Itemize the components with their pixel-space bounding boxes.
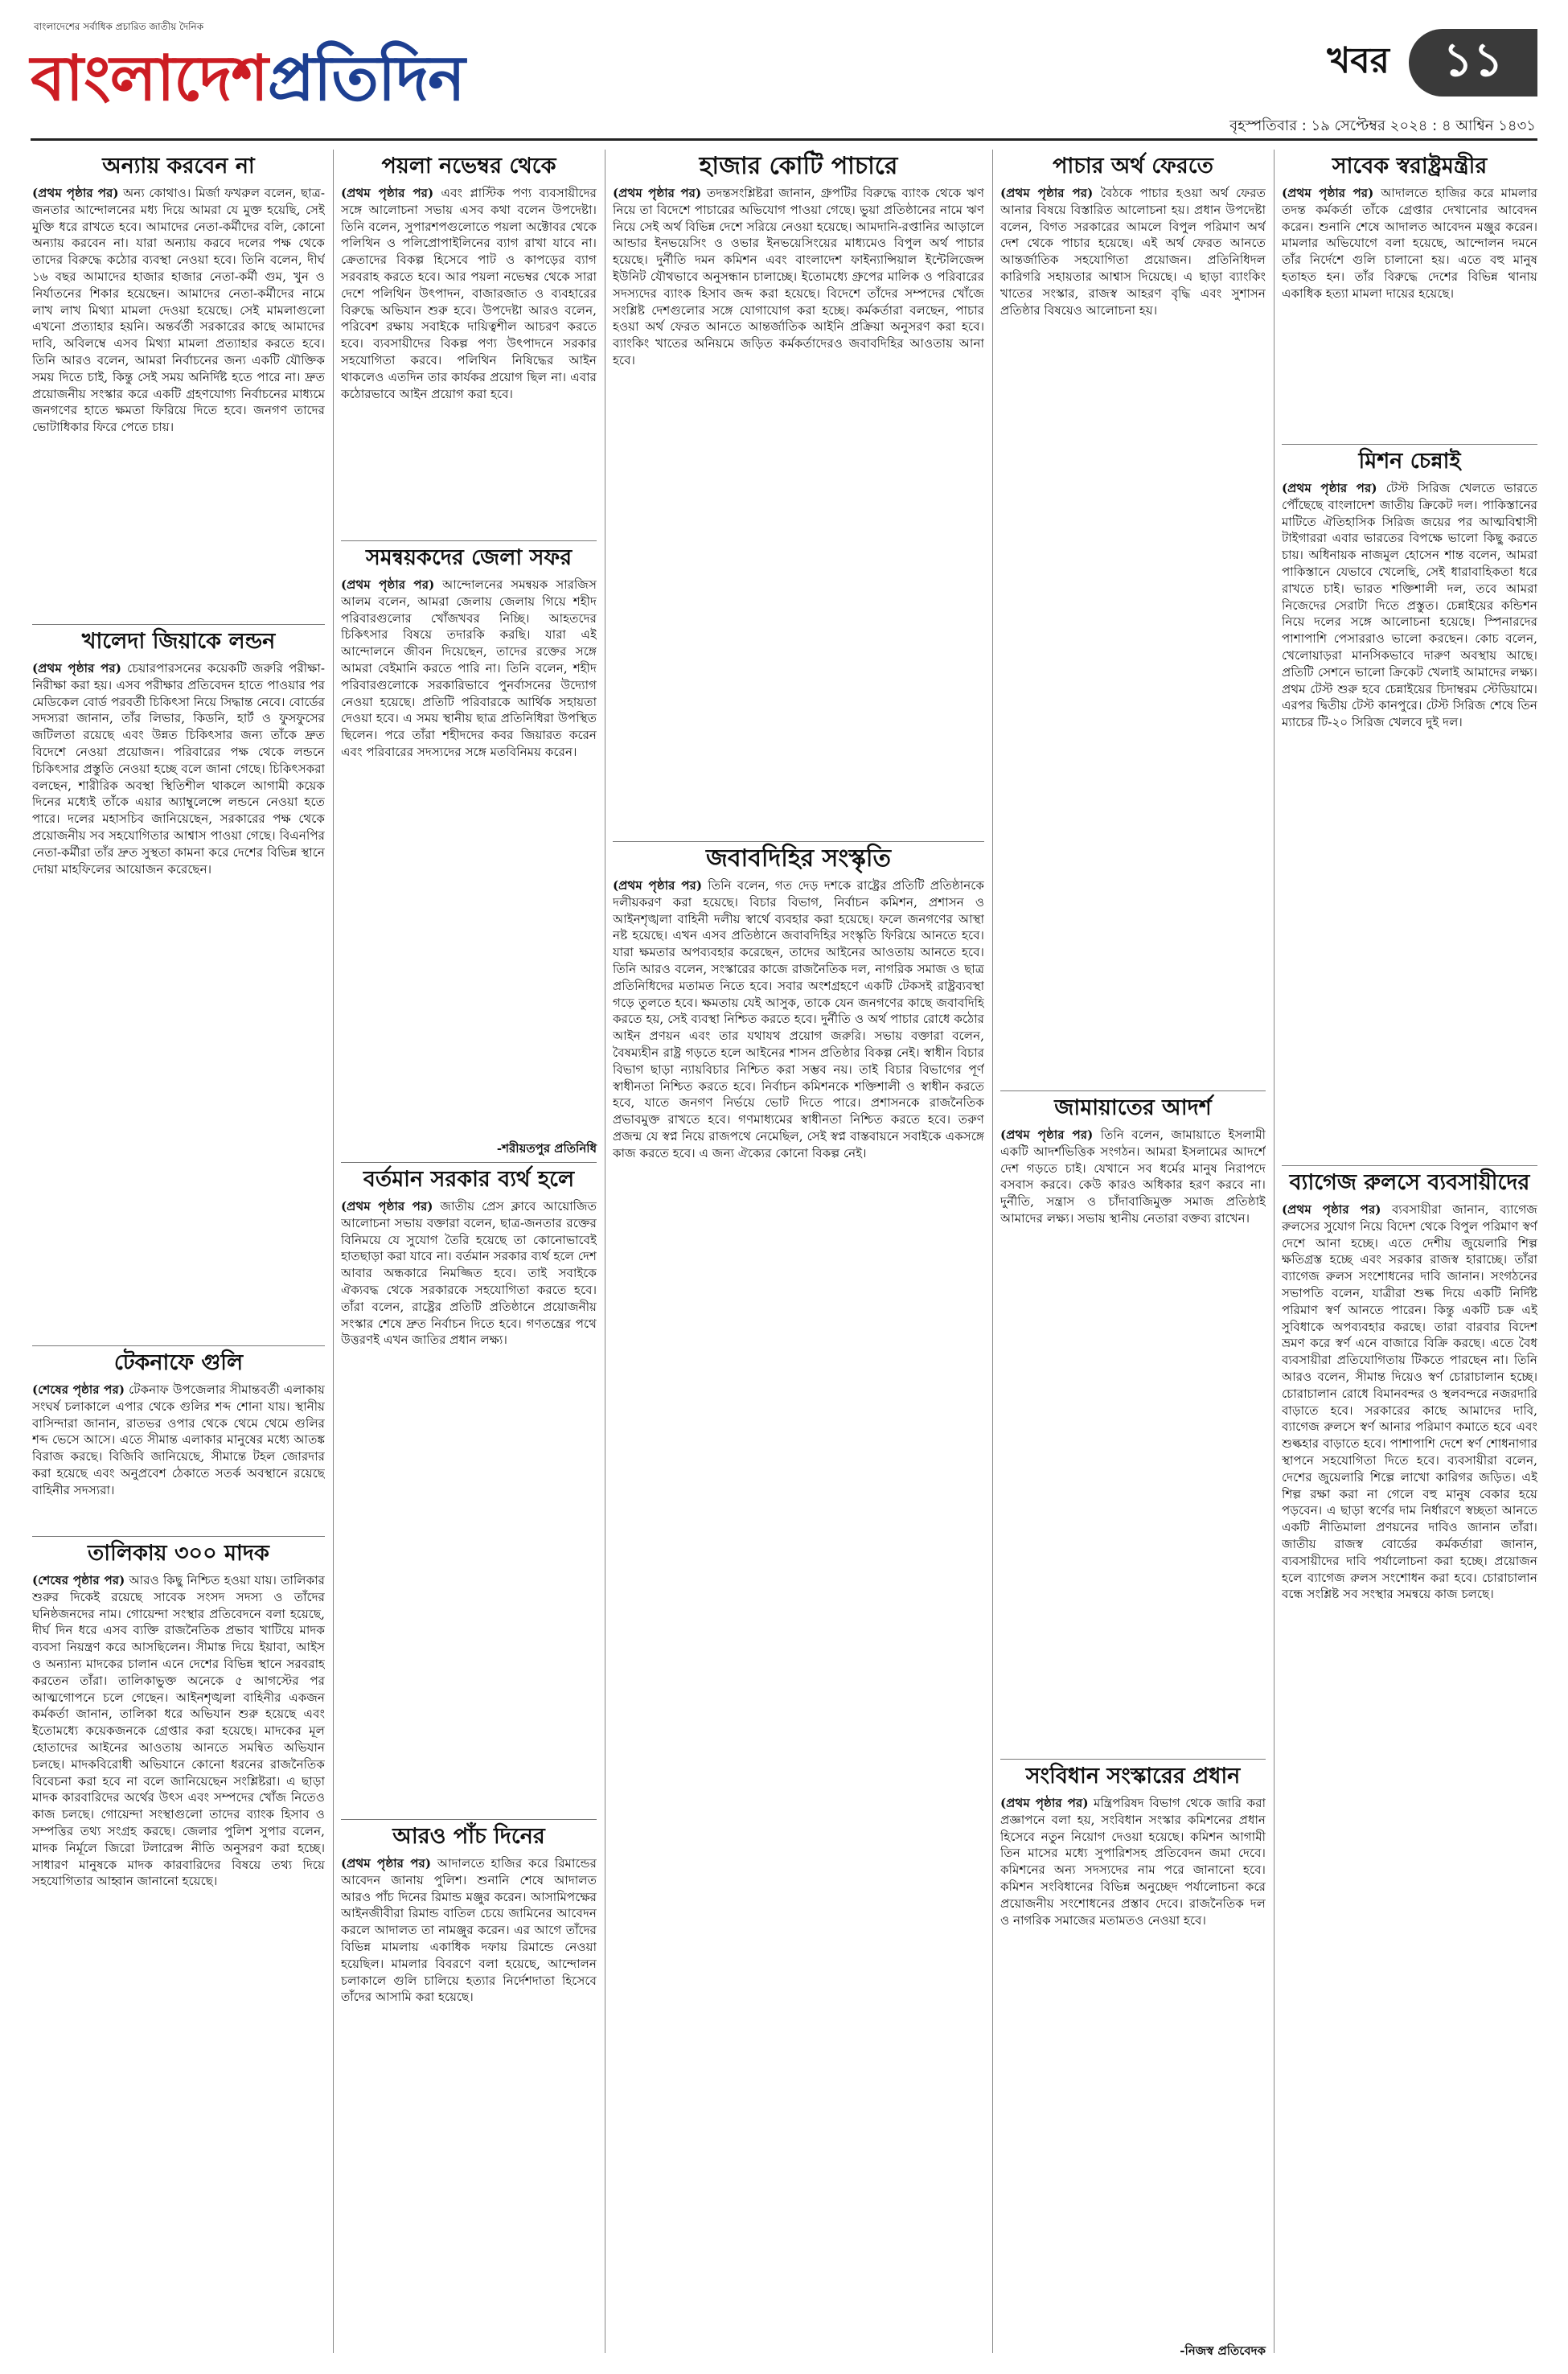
newspaper-logo [31,21,481,125]
story-body: (প্রথম পৃষ্ঠার পর) এবং প্লাস্টিক পণ্য ব্যবসায়ীদের সঙ্গে আলোচনা সভায় এসব কথা বলেন উপদেষ্টা। তিনি বলেন, সুপারশপগুলোতে পয়লা অক্টোবর থেকে পলিথিন ও পলিপ্রোপাইলিনের ব্যাগ রাখা যাবে না। ক্রেতাদের বিকল্প হিসেবে পাট ও কাপড়ের ব্যাগ সরবরাহ করতে হবে। আর পয়লা নভেম্বর থেকে সারা দেশে পলিথিন উৎপাদন, বাজারজাত ও ব্যবহারের বিরুদ্ধে অভিযান শুরু হবে। উপদেষ্টা আরও বলেন, পরিবেশ রক্ষায় সবাইকে দায়িত্বশীল আচরণ করতে হবে। ব্যবসায়ীদের বিকল্প পণ্য উৎপাদনে সরকার সহযোগিতা করবে। পলিথিন নিষিদ্ধের আইন থাকলেও এতদিন তার কার্যকর প্রয়োগ ছিল না। এবার কঠোরভাবে আইন প্রয়োগ করা হবে। [341,186,597,401]
story-title: মিশন চেন্নাই [1358,449,1461,474]
logo-part-2: প্রতিদিন [267,43,465,115]
column-4 [1000,150,1266,2360]
story-body: (প্রথম পৃষ্ঠার পর) তিনি বলেন, জামায়াতে ইসলামী একটি আদর্শভিত্তিক সংগঠন। আমরা ইসলামের আদর্শে দেশ গড়তে চাই। যেখানে সব ধর্মের মানুষ নিরাপদে বসবাস করবে। কেউ কারও অধিকার হরণ করবে না। দুর্নীতি, সন্ত্রাস ও চাঁদাবাজিমুক্ত সমাজ প্রতিষ্ঠাই আমাদের লক্ষ্য। সভায় স্থানীয় নেতারা বক্তব্য রাখেন। [1000,1127,1266,1226]
story-body: (প্রথম পৃষ্ঠার পর) তদন্তসংশ্লিষ্টরা জানান, গ্রুপটির বিরুদ্ধে ব্যাংক থেকে ঋণ নিয়ে তা বিদেশে পাচারের অভিযোগ পাওয়া গেছে। ভুয়া প্রতিষ্ঠানের নামে ঋণ নিয়ে সেই অর্থ বিভিন্ন দেশে সরিয়ে নেওয়া হয়েছে। আমদানি-রপ্তানির আড়ালে আন্ডার ইনভয়েসিং ও ওভার ইনভয়েসিংয়ের মাধ্যমেও বিপুল অর্থ পাচার হয়েছে। দুর্নীতি দমন কমিশন এবং বাংলাদেশ ফাইন্যান্সিয়াল ইন্টেলিজেন্স ইউনিট যৌথভাবে অনুসন্ধান চালাচ্ছে। ইতোমধ্যে গ্রুপের মালিক ও পরিবারের সদস্যদের ব্যাংক হিসাব জব্দ করা হয়েছে। বিদেশে তাঁদের সম্পদের খোঁজে সংশ্লিষ্ট দেশগুলোর সঙ্গে যোগাযোগ করা হচ্ছে। কর্মকর্তারা বলছেন, পাচার হওয়া অর্থ ফেরত আনতে আন্তর্জাতিক আইনি প্রক্রিয়া অনুসরণ করা হবে। ব্যাংকিং খাতের অনিয়মে জড়িত কর্মকর্তাদেরও জবাবদিহির আওতায় আনা হবে। [613,186,984,368]
logo-part-1: বাংলাদেশ [31,43,268,115]
section-name: খবর [1327,39,1389,81]
story-body: (শেষের পৃষ্ঠার পর) আরও কিছু নিশ্চিত হওয়া যায়। তালিকার শুরুর দিকেই রয়েছে সাবেক সংসদ সদস্য ও তাঁদের ঘনিষ্ঠজনদের নাম। গোয়েন্দা সংস্থার প্রতিবেদনে বলা হয়েছে, দীর্ঘ দিন ধরে এসব ব্যক্তি রাজনৈতিক প্রভাব খাটিয়ে মাদক ব্যবসা নিয়ন্ত্রণ করে আসছিলেন। সীমান্ত দিয়ে ইয়াবা, আইস ও অন্যান্য মাদকের চালান এনে দেশের বিভিন্ন স্থানে সরবরাহ করতেন তাঁরা। তালিকাভুক্ত অনেকে ৫ আগস্টের পর আত্মগোপনে চলে গেছেন। আইনশৃঙ্খলা বাহিনীর একজন কর্মকর্তা জানান, তালিকা ধরে অভিযান শুরু হয়েছে এবং ইতোমধ্যে কয়েকজনকে গ্রেপ্তার করা হয়েছে। মাদকের মূল হোতাদের আইনের আওতায় আনতে সমন্বিত অভিযান চলছে। মাদকবিরোধী অভিযানে কোনো ধরনের রাজনৈতিক বিবেচনা করা হবে না বলে জানিয়েছেন সংশ্লিষ্টরা। এ ছাড়া মাদক কারবারিদের অর্থের উৎস এবং সম্পদের খোঁজ নিতেও কাজ চলছে। গোয়েন্দা সংস্থাগুলো তাদের ব্যাংক হিসাব ও সম্পত্তির তথ্য সংগ্রহ করছে। জেলার পুলিশ সুপার বলেন, মাদক নির্মূলে জিরো টলারেন্স নীতি অনুসরণ করা হচ্ছে। সাধারণ মানুষকে মাদক কারবারিদের বিষয়ে তথ্য দিয়ে সহযোগিতার আহ্বান জানানো হয়েছে। [32,1573,325,1889]
story-title: টেকনাফে গুলি [113,1350,244,1375]
story-title: হাজার কোটি পাচারে [699,152,898,180]
story-byline: -নিজস্ব প্রতিবেদক [1180,2343,1266,2358]
logo-wordmark [31,40,465,117]
story-body: (প্রথম পৃষ্ঠার পর) বৈঠকে পাচার হওয়া অর্থ ফেরত আনার বিষয়ে বিস্তারিত আলোচনা হয়। প্রধান উপদেষ্টা বলেন, বিগত সরকারের আমলে বিপুল পরিমাণ অর্থ দেশ থেকে পাচার হয়েছে। এই অর্থ ফেরত আনতে আন্তর্জাতিক সহযোগিতা প্রয়োজন। প্রতিনিধিদল কারিগরি সহায়তার আশ্বাস দিয়েছে। এ ছাড়া ব্যাংকিং খাতের সংস্কার, রাজস্ব আহরণ বৃদ্ধি এবং সুশাসন প্রতিষ্ঠার বিষয়েও আলোচনা হয়। [1000,186,1266,318]
story-body: (প্রথম পৃষ্ঠার পর) আদালতে হাজির করে রিমান্ডের আবেদন জানায় পুলিশ। শুনানি শেষে আদালত আরও পাঁচ দিনের রিমান্ড মঞ্জুর করেন। আসামিপক্ষের আইনজীবীরা রিমান্ড বাতিল চেয়ে জামিনের আবেদন করলে আদালত তা নামঞ্জুর করেন। এর আগে তাঁদের বিভিন্ন মামলায় একাধিক দফায় রিমান্ডে নেওয়া হয়েছিল। মামলার বিবরণে বলা হয়েছে, আন্দোলন চলাকালে গুলি চালিয়ে হত্যার নির্দেশদাতা হিসেবে তাঁদের আসামি করা হয়েছে। [341,1856,597,2005]
story-title: খালেদা জিয়াকে লন্ডন [81,629,276,654]
story-body: (প্রথম পৃষ্ঠার পর) চেয়ারপারসনের কয়েকটি জরুরি পরীক্ষা-নিরীক্ষা করা হয়। এসব পরীক্ষার প্রতিবেদন হাতে পাওয়ার পর মেডিকেল বোর্ড পরবর্তী চিকিৎসা নিয়ে সিদ্ধান্ত নেবে। বোর্ডের সদস্যরা জানান, তাঁর লিভার, কিডনি, হার্ট ও ফুসফুসের জটিলতা রয়েছে এবং উন্নত চিকিৎসার জন্য তাঁকে দ্রুত বিদেশে নেওয়া প্রয়োজন। পরিবারের পক্ষ থেকে লন্ডনে চিকিৎসার প্রস্তুতি নেওয়া হচ্ছে বলে জানা গেছে। চিকিৎসকরা বলছেন, শারীরিক অবস্থা স্থিতিশীল থাকলে আগামী কয়েক দিনের মধ্যেই তাঁকে এয়ার অ্যাম্বুলেন্সে লন্ডনে নেওয়া হতে পারে। দলের মহাসচিব জানিয়েছেন, সরকারের পক্ষ থেকে প্রয়োজনীয় সব সহযোগিতার আশ্বাস পাওয়া গেছে। বিএনপির নেতা-কর্মীরা তাঁর দ্রুত সুস্থতা কামনা করে দেশের বিভিন্ন স্থানে দোয়া মাহফিলের আয়োজন করেছেন। [32,661,325,877]
story-title: পাচার অর্থ ফেরতে [1053,154,1213,179]
column-divider [333,150,334,2353]
story-body: (শেষের পৃষ্ঠার পর) টেকনাফ উপজেলার সীমান্তবর্তী এলাকায় সংঘর্ষ চলাকালে এপার থেকে গুলির শব্দ শোনা যায়। স্থানীয় বাসিন্দারা জানান, রাতভর ওপার থেকে থেমে থেমে গুলির শব্দ ভেসে আসে। এতে সীমান্ত এলাকার মানুষের মধ্যে আতঙ্ক বিরাজ করছে। বিজিবি জানিয়েছে, সীমান্তে টহল জোরদার করা হয়েছে এবং অনুপ্রবেশ ঠেকাতে সতর্ক অবস্থানে রয়েছে বাহিনীর সদস্যরা। [32,1382,325,1497]
section-header [1327,29,1537,97]
story-title: তালিকায় ৩০০ মাদক [88,1541,269,1566]
story-body: (প্রথম পৃষ্ঠার পর) জাতীয় প্রেস ক্লাবে আয়োজিত আলোচনা সভায় বক্তারা বলেন, ছাত্র-জনতার রক্তের বিনিময়ে যে সুযোগ তৈরি হয়েছে তা কোনোভাবেই হাতছাড়া করা যাবে না। বর্তমান সরকার ব্যর্থ হলে দেশ আবার অন্ধকারে নিমজ্জিত হবে। তাই সবাইকে ঐক্যবদ্ধ থেকে সরকারকে সহযোগিতা করতে হবে। তাঁরা বলেন, রাষ্ট্রের প্রতিটি প্রতিষ্ঠানে প্রয়োজনীয় সংস্কার শেষে দ্রুত নির্বাচন দিতে হবে। গণতন্ত্রের পথে উত্তরণই এখন জাতির প্রধান লক্ষ্য। [341,1199,597,1348]
masthead-tagline: বাংলাদেশের সর্বাধিক প্রচারিত জাতীয় দৈনিক [34,21,204,32]
story-title: বর্তমান সরকার ব্যর্থ হলে [363,1167,575,1192]
column-divider [1274,150,1275,2353]
story-body: (প্রথম পৃষ্ঠার পর) মন্ত্রিপরিষদ বিভাগ থেকে জারি করা প্রজ্ঞাপনে বলা হয়, সংবিধান সংস্কার কমিশনের প্রধান হিসেবে নতুন নিয়োগ দেওয়া হয়েছে। কমিশন আগামী তিন মাসের মধ্যে সুপারিশসহ প্রতিবেদন জমা দেবে। কমিশনের অন্য সদস্যদের নাম পরে জানানো হবে। কমিশন সংবিধানের বিভিন্ন অনুচ্ছেদ পর্যালোচনা করে প্রয়োজনীয় সংশোধনের প্রস্তাব দেবে। রাজনৈতিক দল ও নাগরিক সমাজের মতামতও নেওয়া হবে। [1000,1796,1266,1928]
story-title: পয়লা নভেম্বর থেকে [381,154,556,179]
story-title: আরও পাঁচ দিনের [392,1824,545,1849]
story-body: (প্রথম পৃষ্ঠার পর) ব্যবসায়ীরা জানান, ব্যাগেজ রুলসের সুযোগ নিয়ে বিদেশ থেকে বিপুল পরিমাণ স্বর্ণ দেশে আনা হচ্ছে। এতে দেশীয় জুয়েলারি শিল্প ক্ষতিগ্রস্ত হচ্ছে এবং সরকার রাজস্ব হারাচ্ছে। তাঁরা ব্যাগেজ রুলস সংশোধনের দাবি জানান। সংগঠনের সভাপতি বলেন, যাত্রীরা শুল্ক দিয়ে একটি নির্দিষ্ট পরিমাণ স্বর্ণ আনতে পারেন। কিন্তু একটি চক্র এই সুবিধাকে অপব্যবহার করছে। তারা বারবার বিদেশ ভ্রমণ করে স্বর্ণ এনে বাজারে বিক্রি করছে। এতে বৈধ ব্যবসায়ীরা প্রতিযোগিতায় টিকতে পারছেন না। তিনি আরও বলেন, সীমান্ত দিয়েও স্বর্ণ চোরাচালান হচ্ছে। চোরাচালান রোধে বিমানবন্দর ও স্থলবন্দরে নজরদারি বাড়াতে হবে। সরকারের কাছে আমাদের দাবি, ব্যাগেজ রুলসে স্বর্ণ আনার পরিমাণ কমাতে হবে এবং শুল্কহার বাড়াতে হবে। পাশাপাশি দেশে স্বর্ণ শোধনাগার স্থাপনে সহযোগিতা দিতে হবে। ব্যবসায়ীরা বলেন, দেশের জুয়েলারি শিল্পে লাখো কারিগর জড়িত। এই শিল্প রক্ষা করা না গেলে বহু মানুষ বেকার হয়ে পড়বেন। এ ছাড়া স্বর্ণের দাম নির্ধারণে স্বচ্ছতা আনতে একটি নীতিমালা প্রণয়নের দাবিও জানান তাঁরা। জাতীয় রাজস্ব বোর্ডের কর্মকর্তারা জানান, ব্যবসায়ীদের দাবি পর্যালোচনা করা হচ্ছে। প্রয়োজন হলে ব্যাগেজ রুলস সংশোধন করা হবে। চোরাচালান বন্ধে সংশ্লিষ্ট সব সংস্থার সমন্বয়ে কাজ চলছে। [1282,1202,1537,1602]
masthead [0,0,1568,158]
story-body: (প্রথম পৃষ্ঠার পর) তিনি বলেন, গত দেড় দশকে রাষ্ট্রের প্রতিটি প্রতিষ্ঠানকে দলীয়করণ করা হয়েছে। বিচার বিভাগ, নির্বাচন কমিশন, প্রশাসন ও আইনশৃঙ্খলা বাহিনী দলীয় স্বার্থে ব্যবহার করা হয়েছে। ফলে জনগণের আস্থা নষ্ট হয়েছে। এখন এসব প্রতিষ্ঠানে জবাবদিহির সংস্কৃতি ফিরিয়ে আনতে হবে। যারা ক্ষমতার অপব্যবহার করেছেন, তাদের আইনের আওতায় আনতে হবে। তিনি আরও বলেন, সংস্কারের কাজে রাজনৈতিক দল, নাগরিক সমাজ ও ছাত্র প্রতিনিধিদের মতামত নিতে হবে। সবার অংশগ্রহণে একটি টেকসই রাষ্ট্রব্যবস্থা গড়ে তুলতে হবে। ক্ষমতায় যেই আসুক, তাকে যেন জনগণের কাছে জবাবদিহি করতে হয়, সেই ব্যবস্থা নিশ্চিত করতে হবে। দুর্নীতি ও অর্থ পাচার রোধে কঠোর আইন প্রণয়ন এবং তার যথাযথ প্রয়োগ জরুরি। সভায় বক্তারা বলেন, বৈষম্যহীন রাষ্ট্র গড়তে হলে আইনের শাসন প্রতিষ্ঠার বিকল্প নেই। স্বাধীন বিচার বিভাগ ছাড়া ন্যায়বিচার নিশ্চিত করা সম্ভব নয়। তাই বিচার বিভাগের পূর্ণ স্বাধীনতা নিশ্চিত করতে হবে। নির্বাচন কমিশনকে শক্তিশালী ও স্বাধীন করতে হবে, যাতে জনগণ নির্ভয়ে ভোট দিতে পারে। প্রশাসনকে রাজনৈতিক প্রভাবমুক্ত রাখতে হবে। গণমাধ্যমের স্বাধীনতা নিশ্চিত করতে হবে। তরুণ প্রজন্ম যে স্বপ্ন নিয়ে রাজপথে নেমেছিল, সেই স্বপ্ন বাস্তবায়নে সবাইকে একসঙ্গে কাজ করতে হবে। এ জন্য ঐক্যের কোনো বিকল্প নেই। [613,878,984,1160]
column-1 [32,150,325,2374]
story-title: সংবিধান সংস্কারের প্রধান [1025,1764,1241,1789]
story-byline: -শরীয়তপুর প্রতিনিধি [496,1141,597,1156]
column-5 [1282,150,1537,2351]
column-3 [613,150,984,2341]
story-title: অন্যায় করবেন না [102,154,255,179]
story-body: (প্রথম পৃষ্ঠার পর) অন্য কোথাও। মির্জা ফখরুল বলেন, ছাত্র-জনতার আন্দোলনের মধ্য দিয়ে আমরা যে মুক্ত হয়েছি, সেই মুক্তি ধরে রাখতে হবে। আমাদের নেতা-কর্মীদের বলি, কোনো অন্যায় করবেন না। যারা অন্যায় করবে দলের পক্ষ থেকে তাদের বিরুদ্ধে কঠোর ব্যবস্থা নেওয়া হবে। তিনি বলেন, দীর্ঘ ১৬ বছর আমাদের হাজার হাজার নেতা-কর্মী গুম, খুন ও নির্যাতনের শিকার হয়েছেন। আমাদের নেতা-কর্মীদের নামে লাখ লাখ মিথ্যা মামলা দেওয়া হয়েছে। সেই মামলাগুলো এখনো প্রত্যাহার হয়নি। অন্তর্বর্তী সরকারের কাছে আমাদের দাবি, অবিলম্বে এসব মিথ্যা মামলা প্রত্যাহার করতে হবে। তিনি আরও বলেন, আমরা নির্বাচনের জন্য একটি যৌক্তিক সময় দিতে চাই, কিন্তু সেই সময় অনির্দিষ্ট হতে পারে না। দ্রুত প্রয়োজনীয় সংস্কার করে একটি গ্রহণযোগ্য নির্বাচনের মাধ্যমে জনগণের হাতে ক্ষমতা ফিরিয়ে দিতে হবে। জনগণ তাদের ভোটাধিকার ফিরে পেতে চায়। [32,186,325,435]
story-title: সাবেক স্বরাষ্ট্রমন্ত্রীর [1332,154,1488,179]
story-body: (প্রথম পৃষ্ঠার পর) টেস্ট সিরিজ খেলতে ভারতে পৌঁছেছে বাংলাদেশ জাতীয় ক্রিকেট দল। পাকিস্তানের মাটিতে ঐতিহাসিক সিরিজ জয়ের পর আত্মবিশ্বাসী টাইগাররা এবার ভারতের বিপক্ষে ভালো কিছু করতে চায়। অধিনায়ক নাজমুল হোসেন শান্ত বলেন, আমরা পাকিস্তানে যেভাবে খেলেছি, সেই ধারাবাহিকতা ধরে রাখতে চাই। ভারত শক্তিশালী দল, তবে আমরা নিজেদের সেরাটা দিতে প্রস্তুত। চেন্নাইয়ের কন্ডিশন নিয়ে দলের সঙ্গে আলোচনা হয়েছে। স্পিনারদের পাশাপাশি পেসাররাও ভালো করছেন। কোচ বলেন, খেলোয়াড়রা মানসিকভাবে দারুণ অবস্থায় আছে। প্রতিটি সেশনে ভালো ক্রিকেট খেলাই আমাদের লক্ষ্য। প্রথম টেস্ট শুরু হবে চেন্নাইয়ের চিদাম্বরম স্টেডিয়ামে। এরপর দ্বিতীয় টেস্ট কানপুরে। টেস্ট সিরিজ শেষে তিন ম্যাচের টি-২০ সিরিজ খেলবে দুই দল। [1282,481,1537,730]
column-2 [341,150,597,2370]
story-body: (প্রথম পৃষ্ঠার পর) আদালতে হাজির করে মামলার তদন্ত কর্মকর্তা তাঁকে গ্রেপ্তার দেখানোর আবেদন করেন। শুনানি শেষে আদালত আবেদন মঞ্জুর করেন। মামলার অভিযোগে বলা হয়েছে, আন্দোলন দমনে তাঁর নির্দেশে গুলি চালানো হয়। এতে বহু মানুষ হতাহত হন। তাঁর বিরুদ্ধে দেশের বিভিন্ন থানায় একাধিক হত্যা মামলা দায়ের হয়েছে। [1282,186,1537,301]
issue-date: বৃহস্পতিবার : ১৯ সেপ্টেম্বর ২০২৪ : ৪ আশ্বিন ১৪৩১ [1229,117,1536,134]
story-title: জামায়াতের আদর্শ [1054,1095,1212,1120]
masthead-rule [31,138,1537,141]
page-number-badge: ১১ [1409,29,1537,97]
story-title: ব্যাগেজ রুলসে ব্যবসায়ীদের [1289,1170,1530,1195]
story-title: জবাবদিহির সংস্কৃতি [705,844,891,873]
story-title: সমন্বয়কদের জেলা সফর [365,545,573,570]
story-body: (প্রথম পৃষ্ঠার পর) আন্দোলনের সমন্বয়ক সারজিস আলম বলেন, আমরা জেলায় জেলায় গিয়ে শহীদ পরিবারগুলোর খোঁজখবর নিচ্ছি। আহতদের চিকিৎসার বিষয়ে তদারকি করছি। যারা এই আন্দোলনে জীবন দিয়েছেন, তাদের রক্তের সঙ্গে আমরা বেইমানি করতে পারি না। তিনি বলেন, শহীদ পরিবারগুলোকে সরকারিভাবে পুনর্বাসনের উদ্যোগ নেওয়া হয়েছে। প্রতিটি পরিবারকে আর্থিক সহায়তা দেওয়া হবে। এ সময় স্থানীয় ছাত্র প্রতিনিধিরা উপস্থিত ছিলেন। পরে তাঁরা শহীদদের কবর জিয়ারত করেন এবং পরিবারের সদস্যদের সঙ্গে মতবিনিময় করেন। [341,577,597,759]
column-divider [992,150,993,2353]
